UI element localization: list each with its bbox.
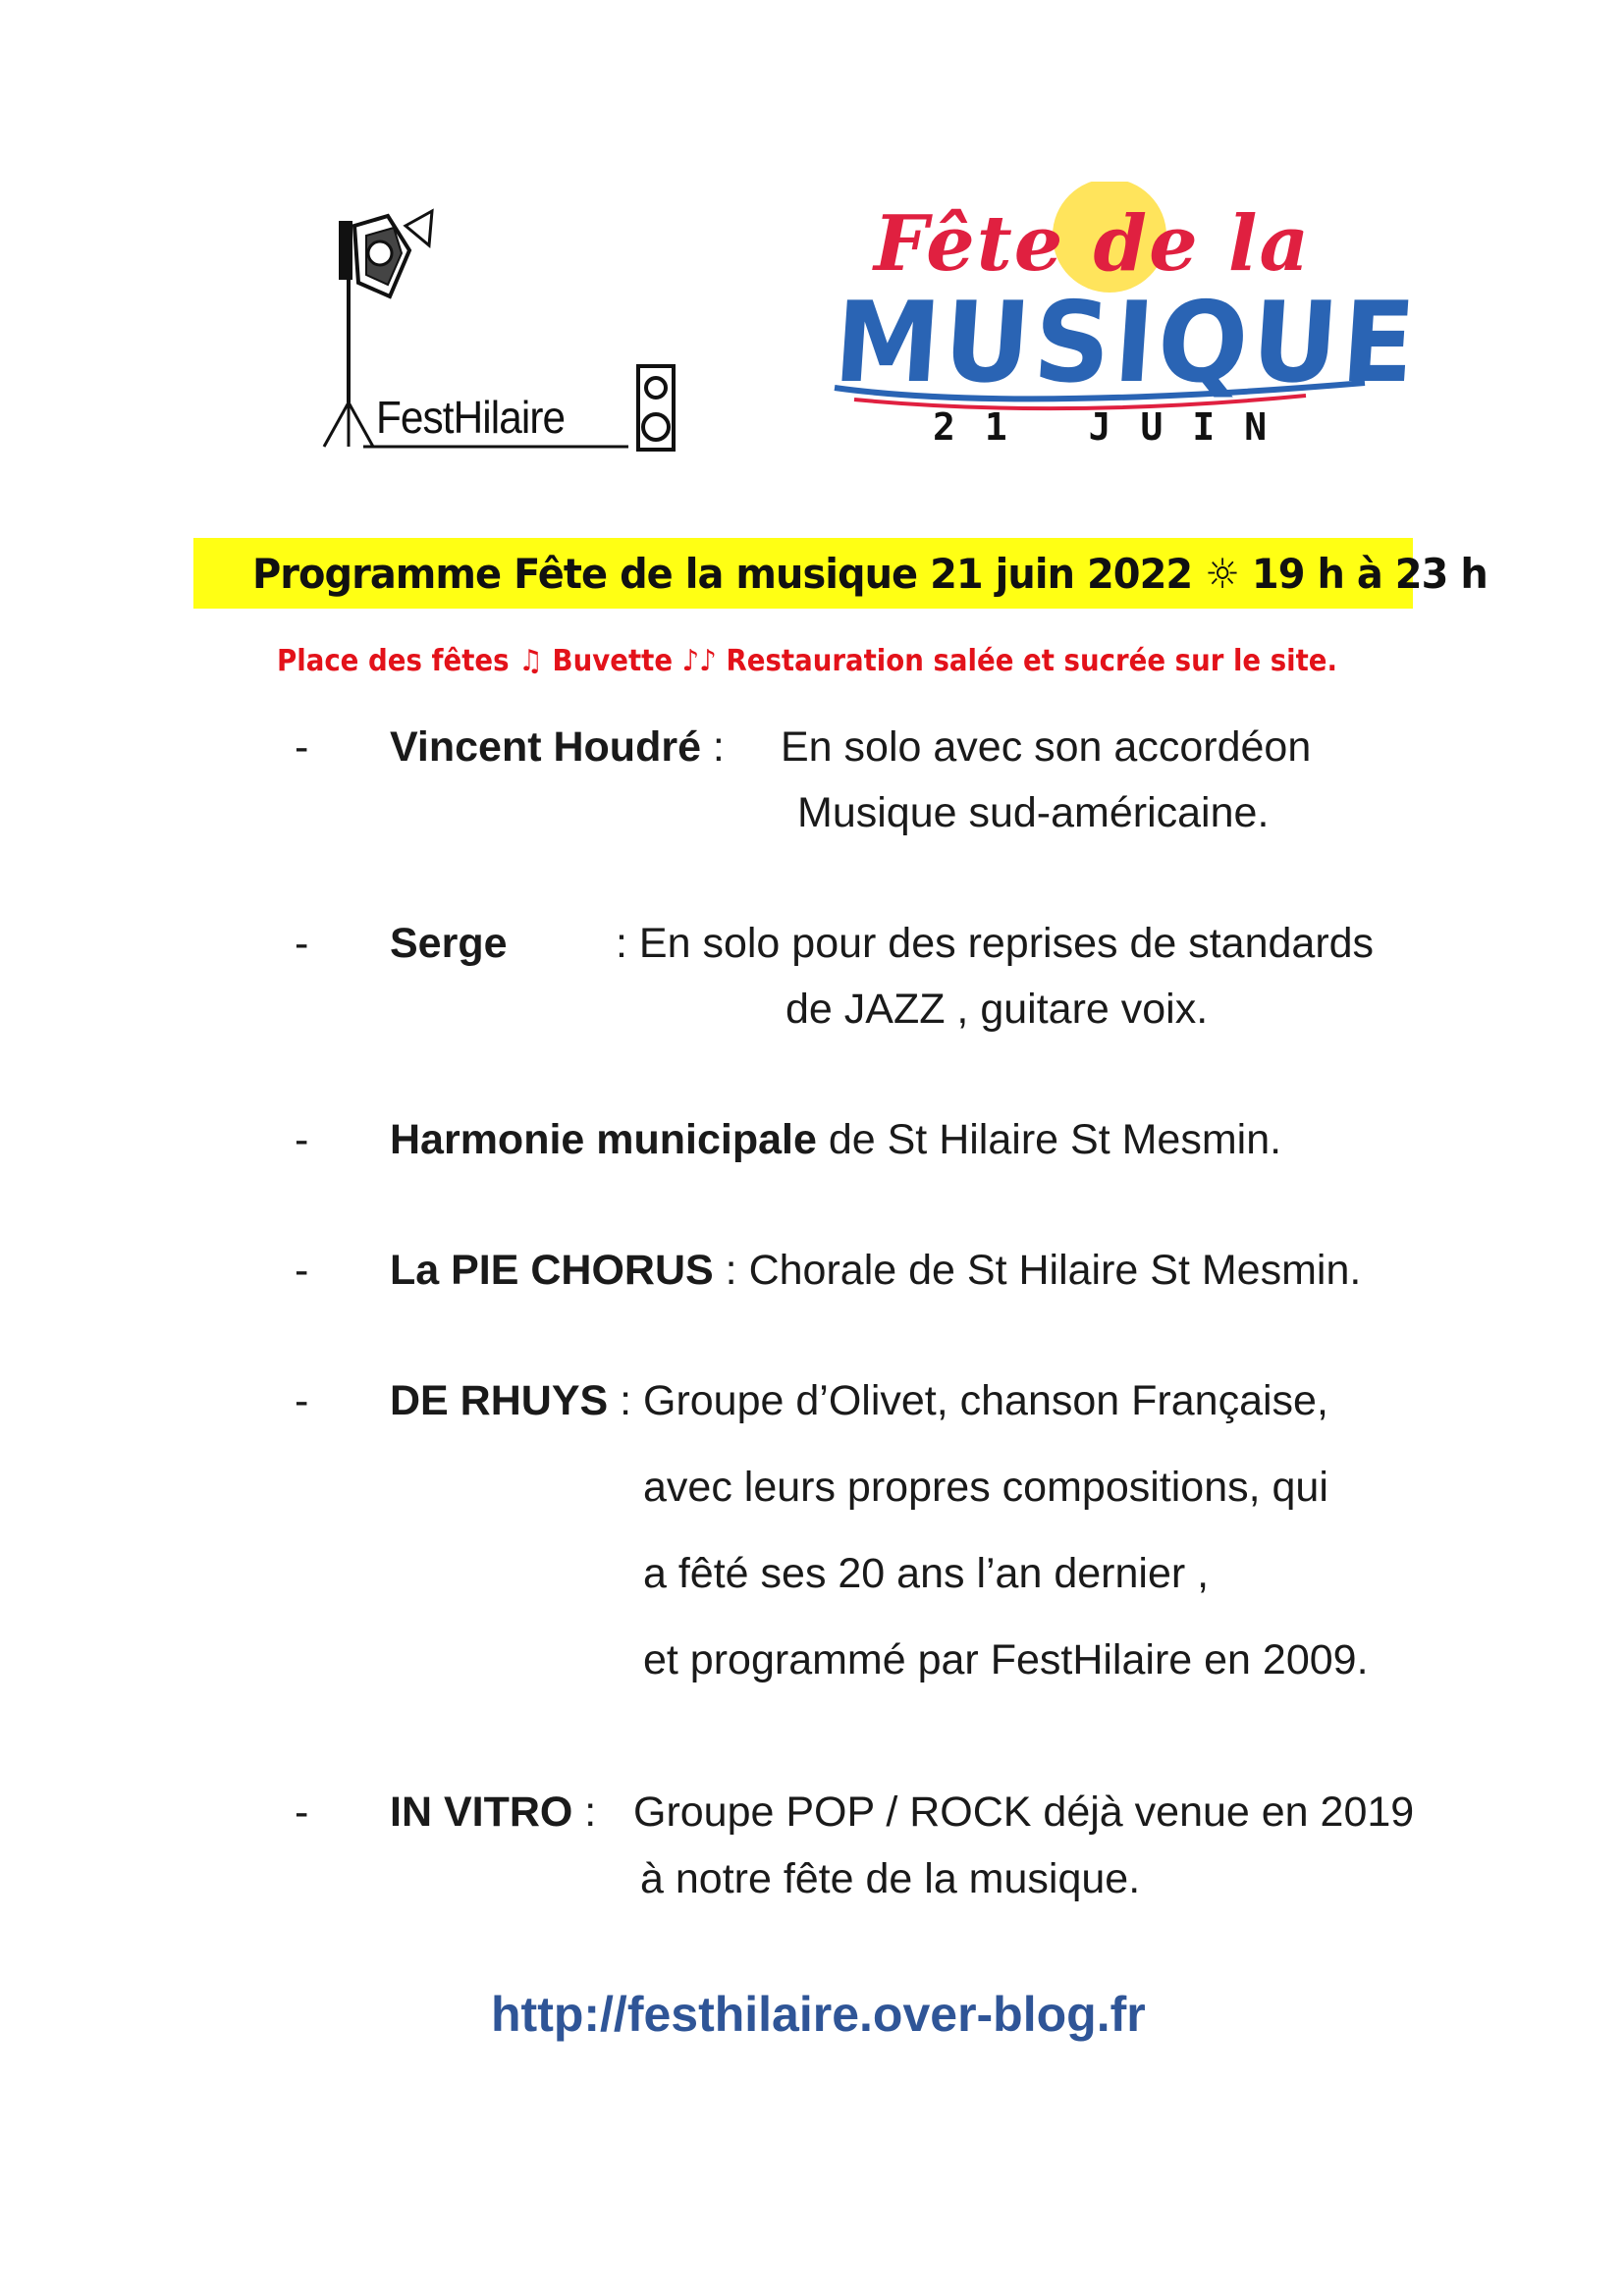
festhilaire-logo-text: FestHilaire [376,392,566,443]
musique-text: MUSIQUE [830,278,1423,408]
separator: : [608,1377,632,1424]
separator: : [572,1789,597,1836]
program-item-text: Chorale de St Hilaire St Mesmin. [748,1247,1362,1294]
separator: : [616,920,639,967]
program-item-description: de JAZZ , guitare voix. [785,986,1209,1033]
program-item-description: a fêté ses 20 ans l’an dernier , [643,1550,1210,1597]
program-item-description [616,920,1374,968]
program-item-description: avec leurs propres compositions, qui [643,1464,1328,1511]
performer-name: Harmonie municipale [390,1116,817,1163]
program-item [390,1789,596,1837]
title-banner [193,538,1488,609]
fete-de-la-text: Fête de la [874,199,1312,289]
program-item-description: En solo avec son accordéon [781,723,1312,771]
list-bullet: - [295,920,309,967]
program-item [390,1377,631,1425]
list-bullet: - [295,1789,309,1836]
list-bullet: - [295,1116,309,1163]
juin-date-text: 21 JUIN [933,405,1297,449]
program-item-description: Groupe d’Olivet, chanson Française, [643,1377,1328,1424]
performer-name-text: Serge [390,920,508,967]
program-item-description: Groupe POP / ROCK déjà venue en 2019 [633,1789,1415,1836]
festhilaire-logo [319,206,692,461]
program-item-description: Musique sud-américaine. [797,789,1270,836]
page-title: Programme Fête de la musique 21 juin 2022 ☼ 19 h à 23 h [252,550,1488,598]
performer-name: DE RHUYS [390,1377,609,1424]
performer-name: Vincent Houdré [390,723,701,771]
list-bullet: - [295,1377,309,1424]
program-item-name [390,723,725,772]
program-item-description: à notre fête de la musique. [640,1855,1141,1902]
list-bullet: - [295,1247,309,1294]
fete-de-la-musique-logo [815,182,1423,476]
program-item-text: de St Hilaire St Mesmin. [816,1116,1282,1163]
program-item-description: et programmé par FestHilaire en 2009. [643,1636,1369,1683]
performer-name [390,920,508,968]
performer-name: IN VITRO [390,1789,573,1836]
performer-name: La PIE CHORUS [390,1247,714,1294]
separator: : [713,1247,749,1294]
program-item [390,1116,1281,1164]
venue-subtitle: Place des fêtes ♫ Buvette ♪♪ Restauration salée et sucrée sur le site. [277,644,1338,678]
list-bullet: - [295,723,309,771]
program-item-text: En solo pour des reprises de standards [638,920,1375,967]
program-item [390,1247,1361,1295]
separator: : [700,723,725,771]
blog-url-link[interactable]: http://festhilaire.over-blog.fr [491,1987,1146,2042]
